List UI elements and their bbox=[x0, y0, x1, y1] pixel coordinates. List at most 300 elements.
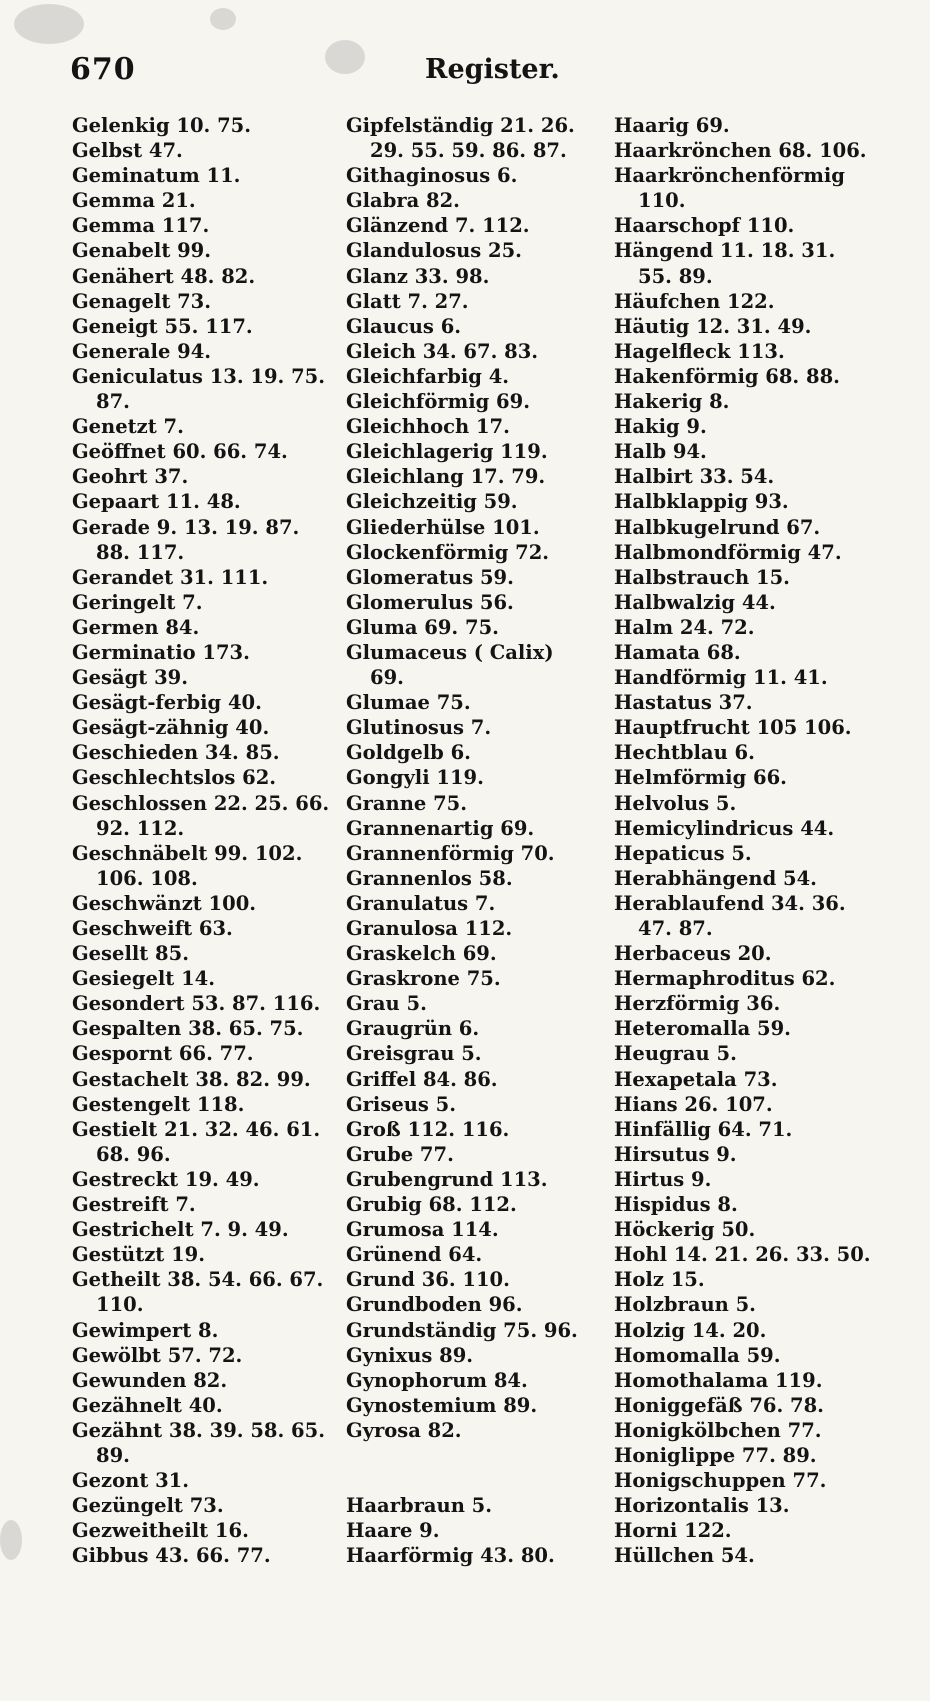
entry-term: Honigkölbchen 77. bbox=[614, 1418, 822, 1442]
index-entry bbox=[346, 1292, 616, 1317]
entry-term: Herbaceus 20. bbox=[614, 942, 772, 966]
entry-term: Halbstrauch 15. bbox=[614, 565, 790, 589]
index-entry bbox=[72, 690, 342, 715]
index-entry bbox=[72, 489, 342, 514]
index-entry bbox=[346, 1092, 616, 1117]
entry-continuation: 87. bbox=[96, 390, 130, 414]
index-entry bbox=[72, 1543, 342, 1568]
index-entry bbox=[72, 615, 342, 640]
index-entry bbox=[614, 615, 914, 640]
entry-term: Gestützt 19. bbox=[72, 1243, 206, 1267]
index-column-2 bbox=[346, 113, 616, 1568]
entry-term: Hermaphroditus 62. bbox=[614, 967, 836, 991]
entry-term: Gynixus 89. bbox=[346, 1343, 474, 1367]
entry-term: Griseus 5. bbox=[346, 1092, 457, 1116]
index-entry bbox=[346, 464, 616, 489]
entry-term: Geneigt 55. 117. bbox=[72, 314, 253, 338]
index-entry bbox=[614, 489, 914, 514]
entry-term: Gezähnelt 40. bbox=[72, 1393, 223, 1417]
entry-term: Holzig 14. 20. bbox=[614, 1318, 767, 1342]
entry-term: Glabra 82. bbox=[346, 189, 460, 213]
entry-term: Granulatus 7. bbox=[346, 891, 496, 915]
index-entry bbox=[346, 590, 616, 615]
entry-term: Gluma 69. 75. bbox=[346, 615, 499, 639]
entry-term: Hakig 9. bbox=[614, 415, 707, 439]
entry-term: Genagelt 73. bbox=[72, 289, 212, 313]
index-entry bbox=[72, 188, 342, 213]
ink-stain bbox=[210, 8, 236, 30]
index-entry bbox=[72, 565, 342, 590]
index-entry bbox=[346, 1267, 616, 1292]
index-entry bbox=[346, 1016, 616, 1041]
entry-term: Gongyli 119. bbox=[346, 766, 484, 790]
index-entry bbox=[346, 1493, 616, 1518]
index-entry bbox=[72, 1242, 342, 1267]
index-entry bbox=[614, 1443, 914, 1468]
entry-term: Graskelch 69. bbox=[346, 942, 497, 966]
index-entry bbox=[72, 163, 342, 188]
index-entry bbox=[614, 1543, 914, 1568]
index-entry bbox=[614, 640, 914, 665]
index-entry bbox=[614, 339, 914, 364]
index-entry bbox=[72, 665, 342, 690]
entry-term: Helmförmig 66. bbox=[614, 766, 787, 790]
index-entry bbox=[614, 389, 914, 414]
entry-term: Geschieden 34. 85. bbox=[72, 741, 280, 765]
entry-term: Gestreift 7. bbox=[72, 1193, 196, 1217]
index-entry bbox=[346, 941, 616, 966]
index-entry bbox=[72, 1318, 342, 1343]
index-entry bbox=[72, 1267, 342, 1317]
entry-term: Hechtblau 6. bbox=[614, 741, 755, 765]
index-entry bbox=[614, 1343, 914, 1368]
entry-term: Halm 24. 72. bbox=[614, 615, 755, 639]
entry-term: Grundständig 75. 96. bbox=[346, 1318, 578, 1342]
ink-stain bbox=[0, 1520, 22, 1560]
entry-term: Geschlossen 22. 25. 66. bbox=[72, 791, 330, 815]
index-entry bbox=[346, 1067, 616, 1092]
entry-term: Hakenförmig 68. 88. bbox=[614, 364, 840, 388]
entry-term: Halbirt 33. 54. bbox=[614, 465, 775, 489]
index-entry bbox=[346, 1117, 616, 1142]
index-entry bbox=[614, 1217, 914, 1242]
entry-term: Glaucus 6. bbox=[346, 314, 462, 338]
entry-term: Hinfällig 64. 71. bbox=[614, 1117, 793, 1141]
entry-term: Gerade 9. 13. 19. 87. bbox=[72, 515, 300, 539]
entry-term: Gelenkig 10. 75. bbox=[72, 114, 252, 137]
index-entry bbox=[614, 765, 914, 790]
index-entry bbox=[614, 414, 914, 439]
index-entry bbox=[72, 1016, 342, 1041]
entry-term: Grannenförmig 70. bbox=[346, 841, 555, 865]
index-entry bbox=[614, 1192, 914, 1217]
entry-term: Halbkugelrund 67. bbox=[614, 515, 821, 539]
index-entry bbox=[72, 891, 342, 916]
index-entry bbox=[346, 289, 616, 314]
index-entry bbox=[346, 966, 616, 991]
entry-term: Gleichhoch 17. bbox=[346, 415, 510, 439]
entry-term: Griffel 84. 86. bbox=[346, 1067, 498, 1091]
entry-term: Halbwalzig 44. bbox=[614, 590, 776, 614]
entry-term: Gespalten 38. 65. 75. bbox=[72, 1017, 304, 1041]
entry-term: Heteromalla 59. bbox=[614, 1017, 791, 1041]
ink-stain bbox=[14, 4, 84, 44]
entry-term: Gezont 31. bbox=[72, 1469, 190, 1493]
index-entry bbox=[614, 1242, 914, 1267]
index-entry bbox=[346, 213, 616, 238]
page-header bbox=[0, 52, 930, 92]
entry-term: Gewimpert 8. bbox=[72, 1318, 219, 1342]
entry-term: Gewölbt 57. 72. bbox=[72, 1343, 243, 1367]
entry-term: Gezweitheilt 16. bbox=[72, 1519, 249, 1543]
index-entry bbox=[72, 264, 342, 289]
index-entry bbox=[72, 238, 342, 263]
index-entry bbox=[614, 866, 914, 891]
entry-continuation: 29. 55. 59. 86. 87. bbox=[370, 139, 567, 163]
entry-term: Glumae 75. bbox=[346, 691, 471, 715]
entry-term: Groß 112. 116. bbox=[346, 1117, 510, 1141]
entry-term: Hepaticus 5. bbox=[614, 841, 752, 865]
entry-term: Grube 77. bbox=[346, 1142, 454, 1166]
entry-continuation: 47. 87. bbox=[638, 917, 713, 940]
index-entry bbox=[346, 916, 616, 941]
index-entry bbox=[614, 1142, 914, 1167]
index-entry bbox=[614, 1493, 914, 1518]
index-entry bbox=[346, 565, 616, 590]
index-entry bbox=[614, 1267, 914, 1292]
entry-term: Hemicylindricus 44. bbox=[614, 816, 835, 840]
index-entry bbox=[72, 314, 342, 339]
entry-term: Gesägt-ferbig 40. bbox=[72, 691, 262, 715]
entry-term: Graugrün 6. bbox=[346, 1017, 480, 1041]
index-entry bbox=[346, 515, 616, 540]
entry-continuation: 92. 112. bbox=[96, 816, 185, 840]
index-entry bbox=[614, 565, 914, 590]
index-entry bbox=[346, 740, 616, 765]
entry-term: Haarförmig 43. 80. bbox=[346, 1544, 555, 1568]
index-entry bbox=[346, 314, 616, 339]
entry-term: Githaginosus 6. bbox=[346, 164, 518, 188]
entry-term: Getheilt 38. 54. 66. 67. bbox=[72, 1268, 324, 1292]
entry-term: Horizontalis 13. bbox=[614, 1494, 790, 1518]
entry-term: Haarschopf 110. bbox=[614, 214, 795, 238]
entry-term: Glomerulus 56. bbox=[346, 590, 514, 614]
index-entry bbox=[614, 1092, 914, 1117]
entry-term: Gezüngelt 73. bbox=[72, 1494, 224, 1518]
entry-term: Gestreckt 19. 49. bbox=[72, 1167, 260, 1191]
entry-term: Heugrau 5. bbox=[614, 1042, 737, 1066]
index-entry bbox=[614, 1418, 914, 1443]
index-entry bbox=[346, 1393, 616, 1418]
entry-term: Genähert 48. 82. bbox=[72, 264, 256, 288]
entry-continuation: 88. 117. bbox=[96, 540, 185, 564]
entry-term: Glandulosus 25. bbox=[346, 239, 522, 263]
page-number: 670 bbox=[70, 52, 136, 87]
index-entry bbox=[72, 1418, 342, 1468]
index-entry bbox=[614, 1468, 914, 1493]
entry-term: Generale 94. bbox=[72, 339, 212, 363]
entry-term: Gesiegelt 14. bbox=[72, 967, 216, 991]
entry-term: Hängend 11. 18. 31. bbox=[614, 239, 836, 263]
index-entry bbox=[346, 113, 616, 163]
index-entry bbox=[614, 891, 914, 941]
entry-term: Granulosa 112. bbox=[346, 917, 513, 940]
index-entry bbox=[346, 841, 616, 866]
index-entry bbox=[72, 414, 342, 439]
entry-term: Hirtus 9. bbox=[614, 1167, 712, 1191]
index-entry bbox=[72, 765, 342, 790]
entry-term: Grund 36. 110. bbox=[346, 1268, 510, 1292]
index-entry bbox=[72, 1117, 342, 1167]
index-entry bbox=[72, 138, 342, 163]
entry-term: Hakerig 8. bbox=[614, 390, 730, 414]
entry-term: Höckerig 50. bbox=[614, 1218, 756, 1242]
index-entry bbox=[614, 289, 914, 314]
entry-term: Glanz 33. 98. bbox=[346, 264, 490, 288]
entry-term: Geminatum 11. bbox=[72, 164, 241, 188]
entry-term: Herzförmig 36. bbox=[614, 992, 781, 1016]
index-entry bbox=[72, 515, 342, 565]
entry-term: Herablaufend 34. 36. bbox=[614, 891, 846, 915]
index-entry bbox=[614, 991, 914, 1016]
entry-continuation: 55. 89. bbox=[638, 264, 713, 288]
entry-term: Granne 75. bbox=[346, 791, 468, 815]
entry-term: Glutinosus 7. bbox=[346, 716, 492, 740]
entry-term: Grundboden 96. bbox=[346, 1293, 523, 1317]
entry-continuation: 110. bbox=[96, 1293, 144, 1317]
entry-term: Glumaceus ( Calix) bbox=[346, 640, 554, 664]
entry-term: Geohrt 37. bbox=[72, 465, 189, 489]
index-entry bbox=[72, 1493, 342, 1518]
index-entry bbox=[614, 715, 914, 740]
index-entry bbox=[346, 891, 616, 916]
index-entry bbox=[72, 740, 342, 765]
entry-term: Häutig 12. 31. 49. bbox=[614, 314, 812, 338]
index-entry bbox=[614, 1393, 914, 1418]
index-entry bbox=[614, 439, 914, 464]
index-entry bbox=[614, 464, 914, 489]
entry-term: Gespornt 66. 77. bbox=[72, 1042, 254, 1066]
index-entry bbox=[346, 414, 616, 439]
entry-continuation: 106. 108. bbox=[96, 866, 198, 890]
index-entry bbox=[614, 1292, 914, 1317]
entry-term: Herabhängend 54. bbox=[614, 866, 817, 890]
index-entry bbox=[614, 791, 914, 816]
entry-term: Germen 84. bbox=[72, 615, 200, 639]
entry-term: Gewunden 82. bbox=[72, 1368, 228, 1392]
index-entry bbox=[614, 1518, 914, 1543]
index-entry bbox=[72, 1518, 342, 1543]
index-entry bbox=[72, 841, 342, 891]
entry-term: Grumosa 114. bbox=[346, 1218, 499, 1242]
entry-term: Graskrone 75. bbox=[346, 967, 501, 991]
index-entry bbox=[346, 1368, 616, 1393]
index-entry bbox=[72, 715, 342, 740]
entry-term: Gestachelt 38. 82. 99. bbox=[72, 1067, 311, 1091]
entry-term: Holzbraun 5. bbox=[614, 1293, 756, 1317]
entry-term: Gesellt 85. bbox=[72, 942, 189, 966]
index-entry bbox=[72, 213, 342, 238]
index-entry bbox=[72, 1343, 342, 1368]
entry-term: Hagelfleck 113. bbox=[614, 339, 785, 363]
entry-term: Geschnäbelt 99. 102. bbox=[72, 841, 303, 865]
index-entry bbox=[346, 1418, 616, 1443]
index-entry bbox=[614, 113, 914, 138]
entry-term: Hians 26. 107. bbox=[614, 1092, 773, 1116]
index-entry bbox=[614, 966, 914, 991]
index-entry bbox=[72, 966, 342, 991]
entry-term: Gezähnt 38. 39. 58. 65. bbox=[72, 1418, 325, 1442]
index-entry bbox=[72, 916, 342, 941]
index-entry bbox=[72, 1468, 342, 1493]
entry-term: Honiglippe 77. 89. bbox=[614, 1443, 817, 1467]
entry-term: Gliederhülse 101. bbox=[346, 515, 540, 539]
entry-term: Gleichförmig 69. bbox=[346, 390, 530, 414]
index-entry bbox=[346, 991, 616, 1016]
entry-term: Halbmondförmig 47. bbox=[614, 540, 842, 564]
entry-term: Gleich 34. 67. 83. bbox=[346, 339, 539, 363]
index-entry bbox=[72, 464, 342, 489]
index-entry bbox=[346, 1217, 616, 1242]
index-entry bbox=[614, 1041, 914, 1066]
entry-term: Geringelt 7. bbox=[72, 590, 203, 614]
entry-term: Hispidus 8. bbox=[614, 1193, 738, 1217]
index-entry bbox=[346, 264, 616, 289]
entry-term: Hastatus 37. bbox=[614, 691, 753, 715]
index-entry bbox=[614, 1167, 914, 1192]
entry-term: Gemma 21. bbox=[72, 189, 196, 213]
entry-term: Hohl 14. 21. 26. 33. 50. bbox=[614, 1243, 871, 1267]
index-entry bbox=[346, 1518, 616, 1543]
index-entry bbox=[72, 1092, 342, 1117]
index-entry bbox=[72, 991, 342, 1016]
index-entry bbox=[72, 590, 342, 615]
index-entry bbox=[72, 339, 342, 364]
index-entry bbox=[614, 590, 914, 615]
entry-continuation: 69. bbox=[370, 666, 404, 690]
index-entry bbox=[614, 238, 914, 288]
index-entry bbox=[346, 866, 616, 891]
index-column-1 bbox=[72, 113, 342, 1568]
index-entry bbox=[346, 791, 616, 816]
index-entry bbox=[614, 515, 914, 540]
index-entry bbox=[346, 540, 616, 565]
index-entry bbox=[72, 1067, 342, 1092]
entry-term: Helvolus 5. bbox=[614, 791, 737, 815]
entry-term: Gynostemium 89. bbox=[346, 1393, 538, 1417]
index-entry bbox=[72, 113, 342, 138]
entry-term: Hüllchen 54. bbox=[614, 1544, 755, 1568]
entry-term: Geschwänzt 100. bbox=[72, 891, 257, 915]
index-entry bbox=[346, 163, 616, 188]
entry-term: Halbklappig 93. bbox=[614, 490, 789, 514]
index-entry bbox=[72, 640, 342, 665]
entry-term: Gipfelständig 21. 26. bbox=[346, 114, 575, 137]
entry-term: Haarkrönchen 68. 106. bbox=[614, 139, 867, 163]
entry-term: Germinatio 173. bbox=[72, 640, 250, 664]
entry-term: Grünend 64. bbox=[346, 1243, 483, 1267]
entry-term: Horni 122. bbox=[614, 1519, 732, 1543]
index-entry bbox=[346, 188, 616, 213]
index-entry bbox=[346, 489, 616, 514]
entry-term: Hirsutus 9. bbox=[614, 1142, 737, 1166]
entry-term: Glomeratus 59. bbox=[346, 565, 514, 589]
entry-term: Grannenlos 58. bbox=[346, 866, 513, 890]
index-entry bbox=[346, 615, 616, 640]
entry-term: Halb 94. bbox=[614, 440, 707, 464]
index-entry bbox=[346, 439, 616, 464]
entry-term: Gibbus 43. 66. 77. bbox=[72, 1544, 271, 1568]
index-entry bbox=[614, 941, 914, 966]
entry-term: Gleichfarbig 4. bbox=[346, 364, 510, 388]
index-entry bbox=[614, 1067, 914, 1092]
entry-term: Geöffnet 60. 66. 74. bbox=[72, 440, 288, 464]
index-entry bbox=[72, 1192, 342, 1217]
entry-term: Gerandet 31. 111. bbox=[72, 565, 269, 589]
entry-term: Geschweift 63. bbox=[72, 917, 233, 940]
index-entry bbox=[614, 690, 914, 715]
index-entry bbox=[346, 1242, 616, 1267]
index-entry bbox=[614, 1016, 914, 1041]
index-entry bbox=[614, 163, 914, 213]
index-entry bbox=[346, 238, 616, 263]
index-entry bbox=[72, 791, 342, 841]
entry-term: Gynophorum 84. bbox=[346, 1368, 528, 1392]
entry-term: Gleichlang 17. 79. bbox=[346, 465, 546, 489]
entry-continuation: 68. 96. bbox=[96, 1142, 171, 1166]
entry-term: Genetzt 7. bbox=[72, 415, 184, 439]
entry-term: Glatt 7. 27. bbox=[346, 289, 469, 313]
index-entry bbox=[346, 389, 616, 414]
entry-term: Gelbst 47. bbox=[72, 139, 183, 163]
index-entry bbox=[614, 740, 914, 765]
entry-term: Honiggefäß 76. 78. bbox=[614, 1393, 824, 1417]
index-column-3 bbox=[614, 113, 914, 1568]
index-entry bbox=[346, 690, 616, 715]
index-entry bbox=[346, 1318, 616, 1343]
index-entry bbox=[72, 1217, 342, 1242]
index-entry bbox=[72, 941, 342, 966]
index-entry bbox=[614, 1117, 914, 1142]
index-entry bbox=[346, 816, 616, 841]
index-entry bbox=[346, 1167, 616, 1192]
entry-term: Gyrosa 82. bbox=[346, 1418, 462, 1442]
entry-term: Gesägt-zähnig 40. bbox=[72, 716, 270, 740]
entry-term: Goldgelb 6. bbox=[346, 741, 471, 765]
index-entry bbox=[346, 1041, 616, 1066]
index-entry bbox=[72, 439, 342, 464]
entry-term: Gestielt 21. 32. 46. 61. bbox=[72, 1117, 321, 1141]
entry-term: Greisgrau 5. bbox=[346, 1042, 482, 1066]
entry-term: Gleichzeitig 59. bbox=[346, 490, 518, 514]
entry-term: Häufchen 122. bbox=[614, 289, 775, 313]
entry-term: Homothalama 119. bbox=[614, 1368, 823, 1392]
entry-term: Gleichlagerig 119. bbox=[346, 440, 548, 464]
index-entry bbox=[346, 1192, 616, 1217]
entry-term: Gepaart 11. 48. bbox=[72, 490, 241, 514]
running-head: Register. bbox=[425, 54, 560, 85]
index-entry bbox=[346, 364, 616, 389]
entry-term: Gestengelt 118. bbox=[72, 1092, 245, 1116]
index-entry bbox=[346, 1543, 616, 1568]
index-entry bbox=[346, 640, 616, 690]
entry-term: Holz 15. bbox=[614, 1268, 705, 1292]
entry-term: Glänzend 7. 112. bbox=[346, 214, 530, 238]
index-entry bbox=[614, 841, 914, 866]
index-entry bbox=[72, 289, 342, 314]
entry-term: Hamata 68. bbox=[614, 640, 741, 664]
entry-term: Gesägt 39. bbox=[72, 666, 189, 690]
